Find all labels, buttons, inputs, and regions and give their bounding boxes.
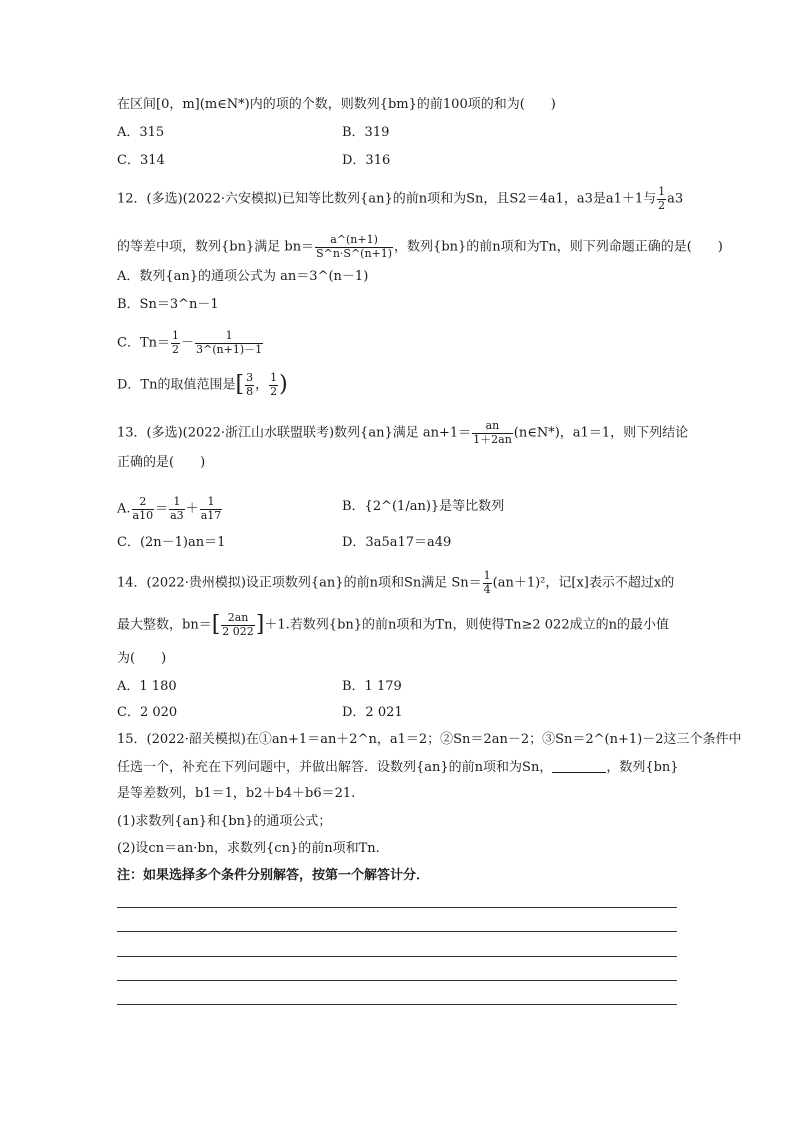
q11-option-c: C．314: [117, 153, 165, 168]
q15-line-1: 15．(2022·韶关模拟)在①an+1＝an＋2^n，a1＝2；②Sn＝2an－2；③Sn＝2^(n+1)－2这三个条件中: [117, 732, 742, 747]
q12-text-1: 12．(多选)(2022·六安模拟)已知等比数列{an}的前n项和为Sn，且S2＝4a1，a3是a1＋1与: [117, 191, 657, 207]
q13-option-a: A. $\frac{2}{a10}$ ＝ $\frac{1}{a3}$ ＋ $\frac{1}{a17}$: [117, 495, 222, 522]
q12-fraction-half: $\frac{1}{2}$: [658, 185, 666, 212]
right-paren-glyph: ): [279, 372, 288, 398]
q14-option-c: C．2 020: [117, 705, 178, 720]
q13-line-1: 13．(多选)(2022·浙江山水联盟联考)数列{an}满足 an+1＝ $\frac{an}{1+2an}$ (n∈N*)，a1＝1，则下列结论: [117, 419, 689, 446]
q15-note: 注：如果选择多个条件分别解答，按第一个解答计分．: [117, 868, 430, 883]
answer-line: [117, 931, 677, 932]
answer-line: [117, 907, 677, 908]
q14-line-2: 最大整数，bn＝[ $\frac{2an}{2 022}$ ]＋1.若数列{bn}的前n项和为Tn，则使得Tn≥2 022成立的n的最小值: [117, 611, 669, 638]
q15-part-1: (1)求数列{an}和{bn}的通项公式；: [117, 814, 332, 829]
question-11-stem-tail: 在区间[0，m](m∈N*)内的项的个数，则数列{bm}的前100项的和为( ): [117, 97, 556, 112]
left-bracket-glyph: [: [235, 372, 245, 398]
floor-left-bracket-glyph: [: [211, 612, 221, 638]
q15-line-3: 是等差数列，b1＝1，b2＋b4＋b6＝21.: [117, 786, 356, 801]
answer-blank: [552, 760, 606, 773]
q12-text-1-end: a3: [667, 191, 684, 207]
q15-line-2: 任选一个，补充在下列问题中，并做出解答．设数列{an}的前n项和为Sn， ，数列{bn}: [117, 760, 679, 775]
q13-line-2: 正确的是( ): [117, 455, 206, 470]
q14-option-b: B．1 179: [342, 679, 402, 694]
q12-option-d: D．Tn的取值范围是[ $\frac{3}{8}$ ， $\frac{1}{2}$ ): [117, 371, 288, 398]
floor-right-bracket-glyph: ]: [255, 612, 265, 638]
q11-option-a: A．315: [117, 125, 165, 140]
q15-part-2: (2)设cn＝an·bn，求数列{cn}的前n项和Tn.: [117, 841, 380, 856]
q12-option-c: C．Tn＝ $\frac{1}{2}$ － $\frac{1}{3\^{}(n+1)-1}$: [117, 329, 263, 356]
answer-line: [117, 1004, 677, 1005]
answer-line: [117, 980, 677, 981]
q13-option-b: B．{2^(1/an)}是等比数列: [342, 499, 505, 514]
q14-line-3: 为( ): [117, 651, 167, 666]
q12-option-a: A．数列{an}的通项公式为 an＝3^(n－1): [117, 269, 369, 284]
q12-line-2: 的等差中项，数列{bn}满足 bn＝ $\frac{a\^{}(n+1)}{S\^{}n\cdot S\^{}(n+1)}$ ，数列{bn}的前n项和为Tn，则下列命题正确的是( ): [117, 233, 723, 260]
q12-line-1: [117, 186, 683, 212]
q13-option-c: C．(2n－1)an＝1: [117, 535, 226, 550]
q14-option-a: A．1 180: [117, 679, 177, 694]
q14-line-1: 14．(2022·贵州模拟)设正项数列{an}的前n项和Sn满足 Sn＝ $\frac{1}{4}$ (an＋1)²，记[x]表示不超过x的: [117, 569, 675, 596]
q14-option-d: D．2 021: [342, 705, 403, 720]
q12-option-b: B．Sn＝3^n－1: [117, 297, 219, 312]
q11-option-d: D．316: [342, 153, 391, 168]
q11-option-b: B．319: [342, 125, 390, 140]
answer-line: [117, 956, 677, 957]
q13-option-d: D．3a5a17＝a49: [342, 535, 452, 550]
q12-fraction-bn: $\frac{a\^{}(n+1)}{S\^{}n\cdot S\^{}(n+1)}$: [316, 233, 393, 260]
